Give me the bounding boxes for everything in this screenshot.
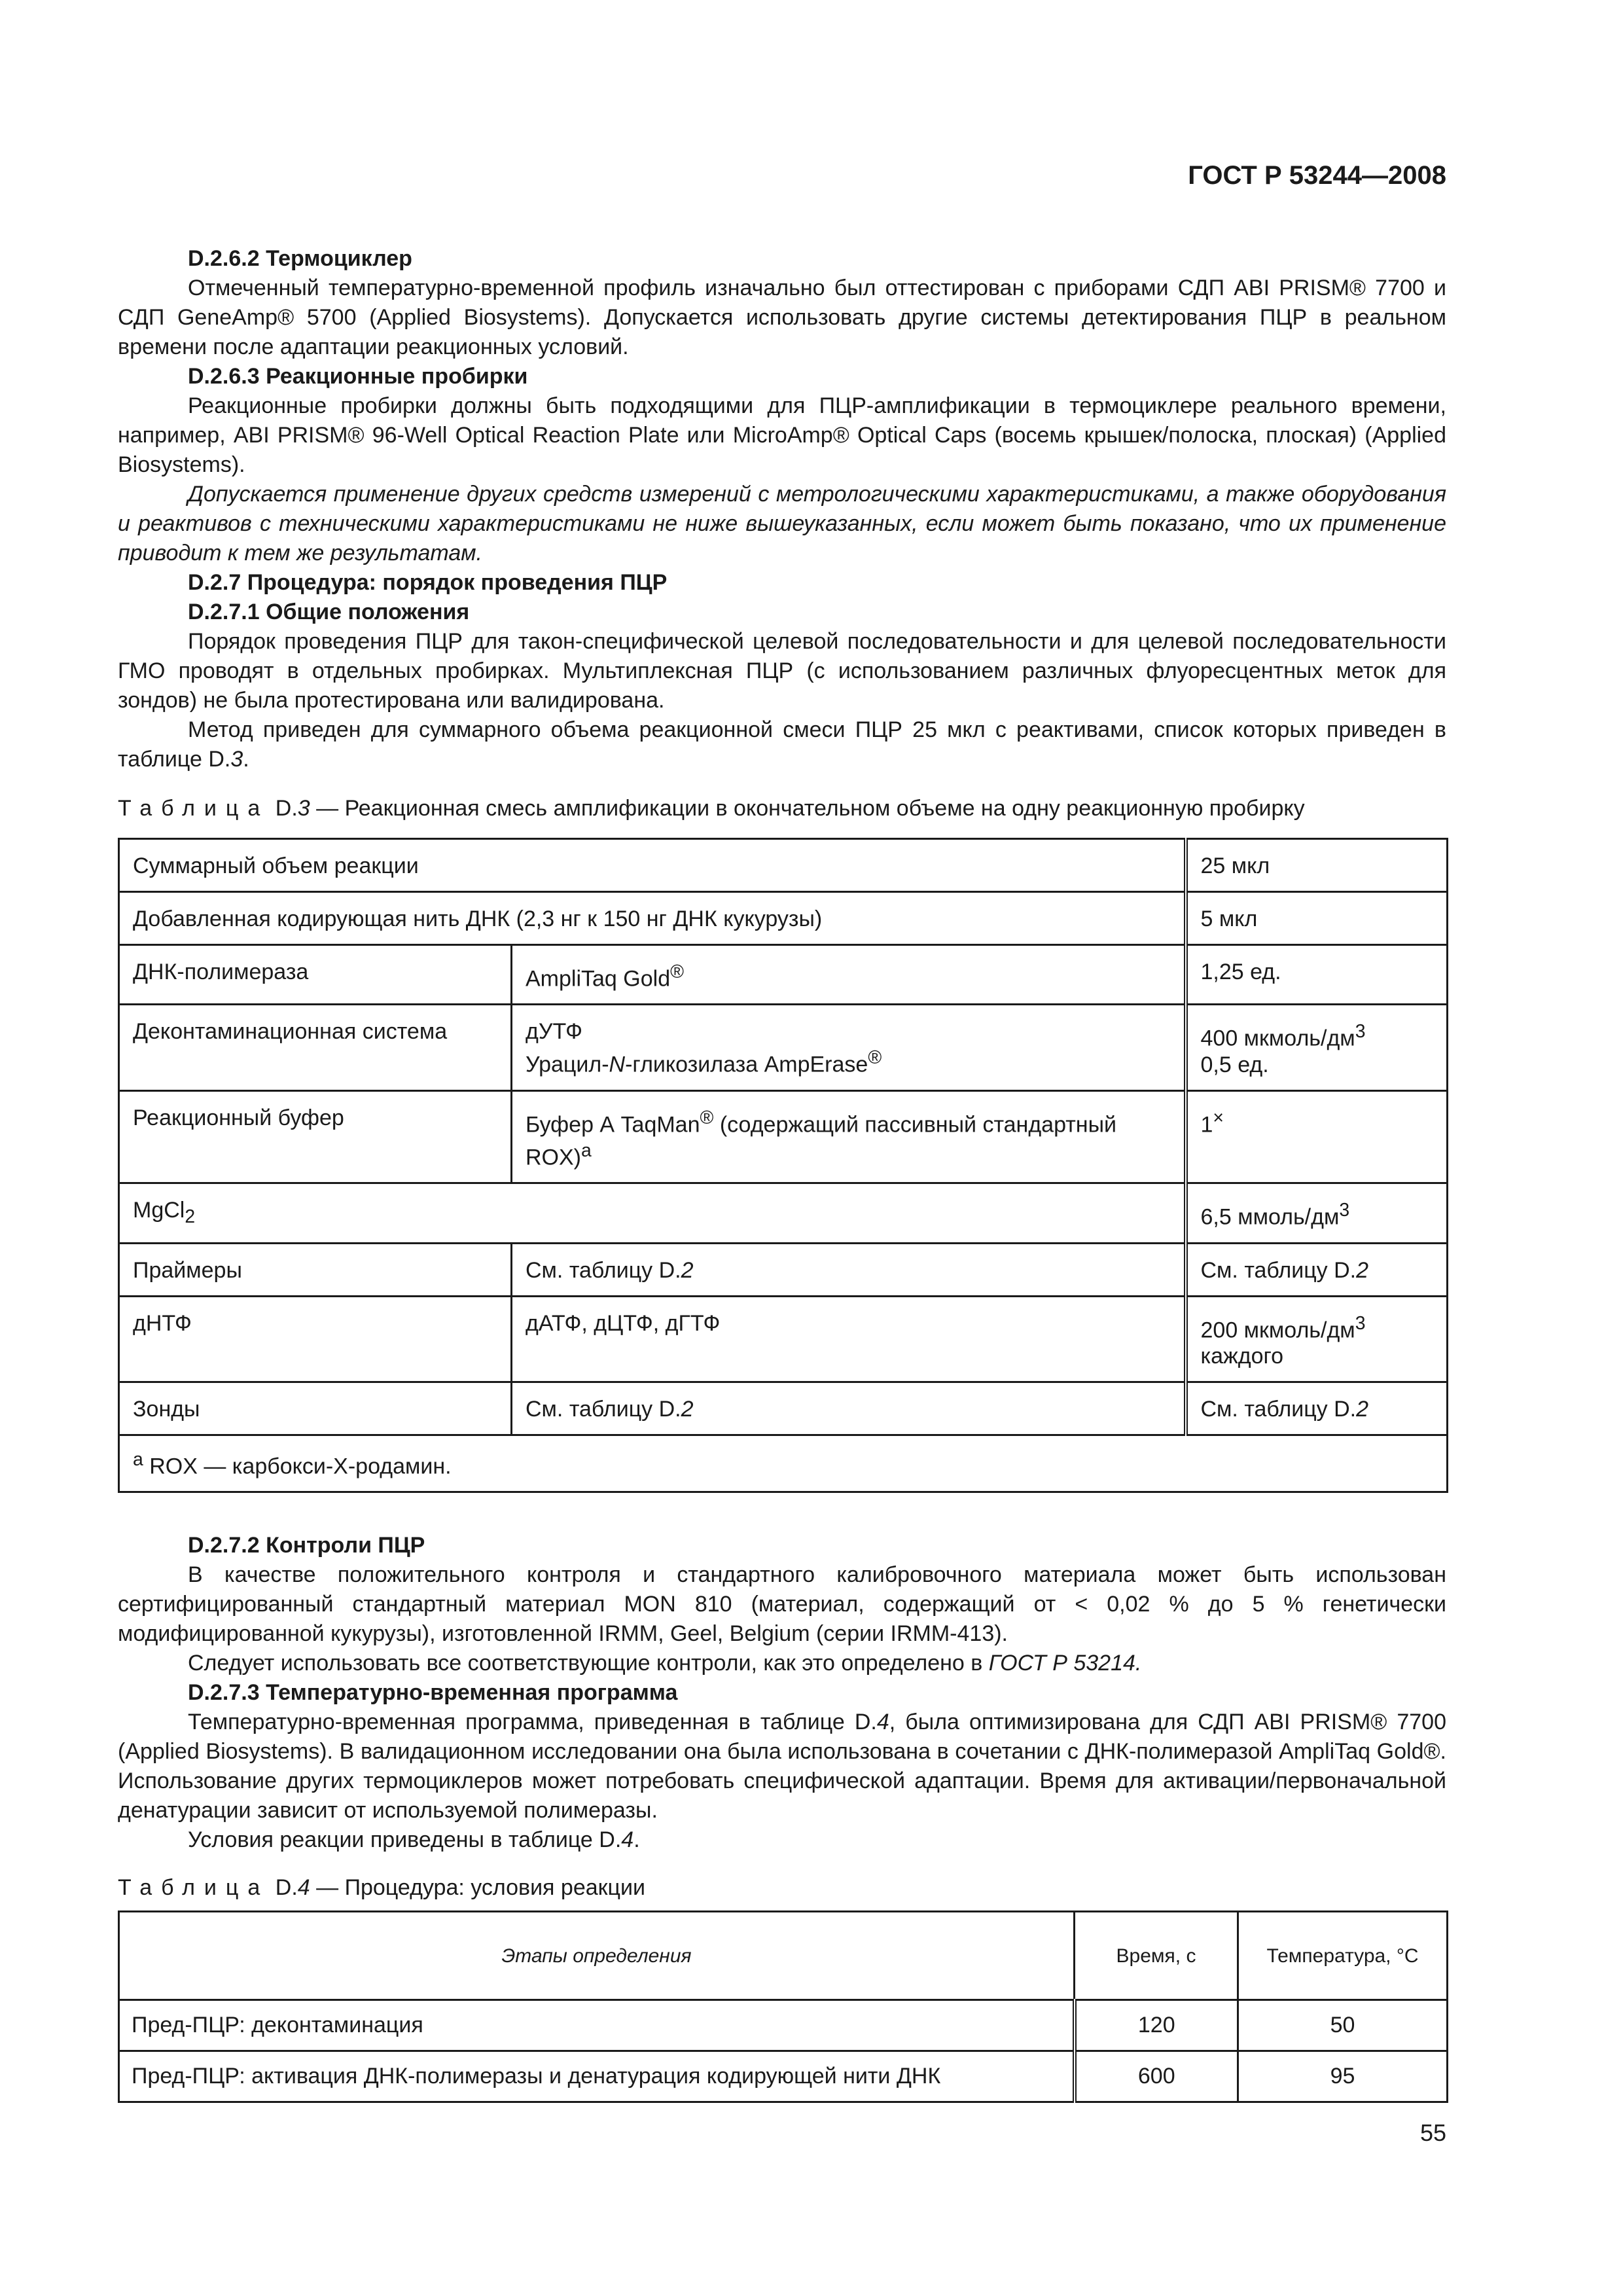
table-cell: 120 xyxy=(1075,2000,1238,2051)
reaction-mix-table xyxy=(118,838,1448,1493)
table-cell: MgCl$_2$ xyxy=(119,1183,1186,1243)
table-cell: Суммарный объем реакции xyxy=(119,839,1186,892)
table-caption: Таблица D.3 — Реакционная смесь амплификации в окончательном объеме на одну реакционную пробирку xyxy=(118,796,1305,821)
paragraph: Температурно-временная программа, приведенная в таблице D.4, была оптимизирована для СДП ABI PRISM® 7700 (Applied Biosystems). В валидационном исследовании она была использована в сочетании с ДНК-полимеразой AmpliTaq Gold®. Использование других термоциклеров может потребовать специфической адаптации. Время для активации/первоначальной денатурации зависит от используемой полимеразы. xyxy=(118,1710,1446,1823)
table-cell: Реакционный буфер xyxy=(119,1090,512,1183)
table-cell: См. таблицу D.2 xyxy=(1186,1243,1448,1296)
table-cell: Пред-ПЦР: активация ДНК-полимеразы и денатурация кодирующей нити ДНК xyxy=(119,2051,1075,2102)
table-cell: См. таблицу D.2 xyxy=(512,1243,1186,1296)
table-cell: AmpliTaq Gold® xyxy=(512,945,1186,1005)
paragraph: В качестве положительного контроля и стандартного калибровочного материала может быть использован сертифицированный стандартный материал MON 810 (материал, содержащий от < 0,02 % до 5 % генетически модифицированной кукурузы), изготовленной IRMM, Geel, Belgium (серии IRMM-413). xyxy=(118,1562,1446,1647)
table-footnote: $^a$ ROX — карбокси-X-родамин. xyxy=(119,1435,1448,1492)
table-cell: Буфер А TaqMan® (содержащий пассивный стандартный ROX)$^a$ xyxy=(512,1090,1186,1183)
section-heading: D.2.7.1 Общие положения xyxy=(188,600,470,624)
paragraph: Следует использовать все соответствующие контроли, как это определено в ГОСТ Р 53214. xyxy=(188,1651,1142,1676)
paragraph: Условия реакции приведены в таблице D.4. xyxy=(188,1827,640,1853)
table-cell: 50 xyxy=(1238,2000,1448,2051)
table-cell: Пред-ПЦР: деконтаминация xyxy=(119,2000,1075,2051)
section-heading: D.2.7.3 Температурно-временная программа xyxy=(188,1680,678,1706)
table-cell: 600 xyxy=(1075,2051,1238,2102)
column-header: Этапы определения xyxy=(119,1912,1075,2000)
table-row xyxy=(119,1243,1448,1296)
table-row xyxy=(119,1183,1448,1243)
table-cell: 1× xyxy=(1186,1090,1448,1183)
table-row xyxy=(119,2000,1448,2051)
table-cell: дУТФ Урацил-N-гликозилаза AmpErase® xyxy=(512,1005,1186,1090)
table-cell: 400 мкмоль/$дм^3$ 0,5 ед. xyxy=(1186,1005,1448,1090)
table-row xyxy=(119,2051,1448,2102)
table-row xyxy=(119,1296,1448,1382)
table-cell: 6,5 ммоль/$дм^3$ xyxy=(1186,1183,1448,1243)
table-row xyxy=(119,892,1448,945)
table-row xyxy=(119,1090,1448,1183)
table-cell: Добавленная кодирующая нить ДНК (2,3 нг к 150 нг ДНК кукурузы) xyxy=(119,892,1186,945)
table-cell: Зонды xyxy=(119,1382,512,1435)
paragraph: Метод приведен для суммарного объема реакционной смеси ПЦР 25 мкл с реактивами, список которых приведен в таблице D.3. xyxy=(118,717,1446,772)
table-footnote-row xyxy=(119,1435,1448,1492)
page-number: 55 xyxy=(1419,2119,1446,2146)
note-paragraph: Допускается применение других средств измерений с метрологическими характеристиками, а также оборудования и реактивов с техническими характеристиками не ниже вышеуказанных, если может быть показано, что их применение приводит к тем же результатам. xyxy=(118,482,1446,565)
table-cell: 5 мкл xyxy=(1186,892,1448,945)
table-row xyxy=(119,945,1448,1005)
column-header: Температура, °C xyxy=(1238,1912,1448,2000)
page-content xyxy=(118,244,1446,2103)
table-cell: 95 xyxy=(1238,2051,1448,2102)
table-header-row xyxy=(119,1912,1448,2000)
table-cell: 200 мкмоль/$дм^3$ каждого xyxy=(1186,1296,1448,1382)
section-heading: D.2.6.2 Термоциклер xyxy=(188,246,412,271)
table-row xyxy=(119,1382,1448,1435)
section-heading: D.2.6.3 Реакционные пробирки xyxy=(188,364,528,389)
document-header: ГОСТ Р 53244—2008 xyxy=(1188,161,1446,190)
table-row xyxy=(119,1005,1448,1090)
table-cell: Деконтаминационная система xyxy=(119,1005,512,1090)
table-cell: См. таблицу D.2 xyxy=(512,1382,1186,1435)
section-heading: D.2.7.2 Контроли ПЦР xyxy=(188,1533,425,1558)
table-cell: ДНК-полимераза xyxy=(119,945,512,1005)
table-cell: дАТФ, дЦТФ, дГТФ xyxy=(512,1296,1186,1382)
paragraph: Порядок проведения ПЦР для такон-специфической целевой последовательности и для целевой последовательности ГМО проводят в отдельных пробирках. Мультиплексная ПЦР (с использованием различных флуоресцентных меток для зондов) не была протестирована или валидирована. xyxy=(118,629,1446,713)
table-cell: 25 мкл xyxy=(1186,839,1448,892)
paragraph: Отмеченный температурно-временной профиль изначально был оттестирован с приборами СДП ABI PRISM® 7700 и СДП GeneAmp® 5700 (Applied Biosystems). Допускается использовать другие системы детектирования ПЦР в реальном времени после адаптации реакционных условий. xyxy=(118,276,1446,359)
table-caption: Таблица D.4 — Процедура: условия реакции xyxy=(118,1875,645,1901)
paragraph: Реакционные пробирки должны быть подходящими для ПЦР-амплификации в термоциклере реального времени, например, ABI PRISM® 96-Well Optical Reaction Plate или MicroAmp® Optical Caps (восемь крышек/полоска, плоская) (Applied Biosystems). xyxy=(118,393,1446,477)
table-cell: дНТФ xyxy=(119,1296,512,1382)
section-heading: D.2.7 Процедура: порядок проведения ПЦР xyxy=(188,570,668,595)
reaction-conditions-table xyxy=(118,1910,1448,2103)
table-row xyxy=(119,839,1448,892)
table-cell: Праймеры xyxy=(119,1243,512,1296)
column-header: Время, с xyxy=(1075,1912,1238,2000)
table-cell: 1,25 ед. xyxy=(1186,945,1448,1005)
table-cell: См. таблицу D.2 xyxy=(1186,1382,1448,1435)
